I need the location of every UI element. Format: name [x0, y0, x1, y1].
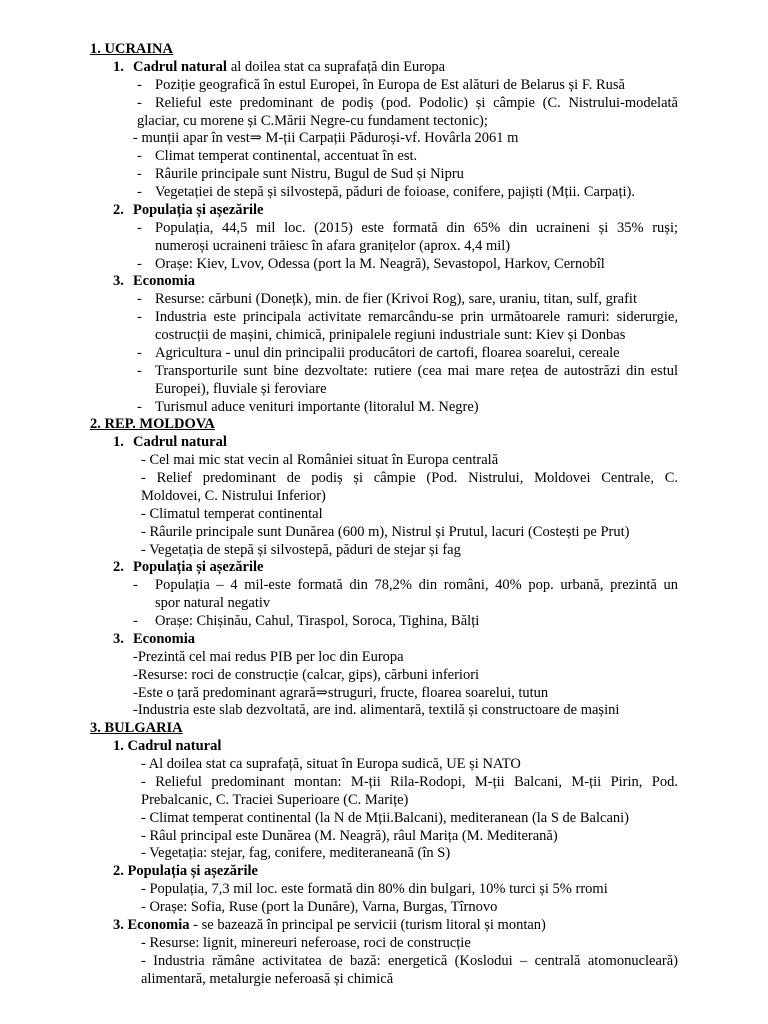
- list-item-text: Agricultura - unul din principalii producători de cartofi, floarea soarelui, cereale: [155, 344, 620, 361]
- list-item-text: - Industria rămâne activitatea de bază: energetică (Koslodui – centrală atomonucleară): [141, 952, 678, 969]
- list-item-marker: -: [137, 344, 142, 361]
- list-item-marker: -: [137, 398, 142, 415]
- list-item-marker: -: [133, 613, 138, 629]
- subsection-number: 3.: [113, 273, 124, 290]
- list-item-text-continued: Europei), fluviale și feroviare: [155, 380, 327, 397]
- subsection-number: 2.: [113, 559, 124, 576]
- list-item-text: - Al doilea stat ca suprafață, situat în Europa sudică, UE și NATO: [141, 756, 521, 772]
- subsection-heading-label: Cadrul natural: [127, 738, 222, 755]
- list-item: [0, 685, 768, 703]
- list-item-text: - Vegetația de stepă și silvostepă, păduri de stejar și fag: [141, 541, 461, 558]
- list-item-text: - Populația, 7,3 mil loc. este formată din 80% din bulgari, 10% turci și 5% rromi: [141, 881, 608, 898]
- subsection-heading-group: [113, 863, 258, 881]
- list-item-continued: [0, 971, 768, 989]
- subsection-heading: [0, 434, 768, 452]
- list-item-text: Turismul aduce venituri importante (litoralul M. Negre): [155, 398, 479, 415]
- list-item: [0, 774, 768, 792]
- list-item: [0, 166, 768, 184]
- list-item-text: - Vegetația: stejar, fag, conifere, mediteraneană (în S): [141, 845, 451, 862]
- list-item-text-continued: Moldovei, C. Nistrului Inferior): [141, 487, 326, 504]
- list-item-continued: [0, 595, 768, 613]
- subsection-heading-label: Cadrul natural: [133, 434, 227, 451]
- subsection-number: 1.: [113, 58, 124, 75]
- list-item: [0, 899, 768, 917]
- list-item: [0, 184, 768, 202]
- list-item-text-continued: costrucții de mașini, chimică, prinipalele regiuni industriale sunt: Kiev și Donbas: [155, 327, 626, 343]
- list-item-marker: -: [137, 94, 142, 111]
- list-item: [0, 291, 768, 309]
- list-item: [0, 702, 768, 720]
- subsection-heading: [0, 738, 768, 756]
- list-item-continued: [0, 488, 768, 506]
- subsection-number: 2.: [113, 863, 124, 880]
- list-item: [0, 845, 768, 863]
- list-item-marker: -: [137, 255, 142, 272]
- subsection-number: 1.: [113, 434, 124, 451]
- list-item-marker: -: [137, 184, 142, 200]
- list-item-text: - Climatul temperat continental: [141, 505, 323, 522]
- list-item-continued: [0, 238, 768, 256]
- list-item: [0, 256, 768, 274]
- list-item-text: Populația, 44,5 mil loc. (2015) este formată din 65% din ucraineni și 35% ruși;: [155, 219, 678, 236]
- list-item-text: Orașe: Kiev, Lvov, Odessa (port la M. Neagră), Sevastopol, Harkov, Cernobîl: [155, 255, 605, 272]
- list-item-text: - Resurse: lignit, minereuri neferoase, roci de construcție: [141, 934, 471, 951]
- list-item-text: - Orașe: Sofia, Ruse (port la Dunăre), Varna, Burgas, Tîrnovo: [141, 899, 498, 915]
- subsection-heading: [0, 59, 768, 77]
- list-item-text: - Râurile principale sunt Dunărea (600 m), Nistrul și Prutul, lacuri (Costești pe Prut): [141, 523, 630, 540]
- subsection-heading-label: Economia: [133, 273, 196, 290]
- subsection-heading-group: [133, 59, 445, 77]
- list-item-text-continued: alimentară, metalurgie neferoasă și chimică: [141, 970, 394, 987]
- list-item-continued: [0, 792, 768, 810]
- list-item-text: Resurse: cărbuni (Donețk), min. de fier (Krivoi Rog), sare, uraniu, titan, sulf, grafit: [155, 291, 637, 308]
- list-item-text: - Climat temperat continental (la N de Mții.Balcani), mediteranean (la S de Balcani): [141, 809, 629, 826]
- section-title-row: [0, 416, 768, 434]
- subsection-number: 3.: [113, 916, 124, 933]
- subsection-heading: [0, 917, 768, 935]
- subsection-note: - se bazează în principal pe servicii (turism litoral și montan): [193, 916, 546, 933]
- list-item: [0, 756, 768, 774]
- subsection-heading-label: Cadrul natural: [133, 58, 227, 75]
- subsection-heading-label: Populația și așezările: [127, 863, 258, 880]
- list-item-text: Relieful este predominant de podiș (pod. Podolic) și câmpie (C. Nistrului-modelată: [155, 94, 678, 111]
- list-item: [0, 77, 768, 95]
- subsection-heading-label: Economia: [127, 916, 190, 933]
- list-item: [0, 649, 768, 667]
- subsection-heading: [0, 863, 768, 881]
- list-item-text: - Râul principal este Dunărea (M. Neagră), râul Marița (M. Mediterană): [141, 827, 558, 844]
- subsection-heading: [0, 273, 768, 291]
- list-item-text: Vegetației de stepă și silvostepă, păduri de foioase, conifere, pajiști (Mții. Carpați).: [155, 184, 635, 200]
- list-item-text: Populația – 4 mil-este formată din 78,2% din români, 40% pop. urbană, prezintă un: [155, 577, 678, 594]
- section-title-row: [0, 720, 768, 738]
- list-item-text: -Industria este slab dezvoltată, are ind. alimentară, textilă și constructoare de mașini: [133, 702, 620, 719]
- subsection-heading: [0, 631, 768, 649]
- list-item-marker: -: [137, 219, 142, 236]
- subsection-number: 2.: [113, 201, 124, 218]
- list-item-marker: -: [137, 291, 142, 308]
- list-item-marker: -: [137, 166, 142, 183]
- section-title: 2. REP. MOLDOVA: [90, 416, 215, 433]
- list-item: [0, 935, 768, 953]
- list-item-text: Climat temperat continental, accentuat în est.: [155, 148, 418, 165]
- list-item: [0, 363, 768, 381]
- list-item-text-continued: glaciar, cu morene și C.Mării Negre-cu fundament tectonic);: [137, 112, 488, 129]
- section-title: 3. BULGARIA: [90, 720, 183, 737]
- list-item-text: Poziție geografică în estul Europei, în Europa de Est alături de Belarus și F. Rusă: [155, 76, 625, 93]
- list-item-text: -Resurse: roci de construcție (calcar, gips), cărbuni inferiori: [133, 666, 480, 683]
- list-item: [0, 345, 768, 363]
- subsection-heading-label: Populația și așezările: [133, 559, 264, 576]
- list-item-marker: -: [137, 148, 142, 165]
- subsection-heading-group: [113, 738, 221, 756]
- list-item-continued: [0, 327, 768, 345]
- list-item-text-continued: numeroși ucraineni trăiesc în afara granițelor (aprox. 4,4 mil): [155, 237, 511, 254]
- subsection-heading-label: Populația și așezările: [133, 201, 264, 218]
- list-item: [0, 220, 768, 238]
- subsection-number: 3.: [113, 630, 124, 647]
- list-item-marker: -: [133, 577, 138, 594]
- list-item: [0, 399, 768, 417]
- subsection-heading: [0, 202, 768, 220]
- section-title-row: [0, 41, 768, 59]
- list-item: [0, 810, 768, 828]
- list-item: [0, 130, 768, 148]
- list-item-continued: [0, 113, 768, 131]
- list-item-text: - Relief predominant de podiș și câmpie (Pod. Nistrului, Moldovei Centrale, C.: [141, 470, 678, 486]
- list-item-text: -Prezintă cel mai redus PIB per loc din Europa: [133, 648, 404, 665]
- list-item-text: - munții apar în vest⇒ M-ții Carpații Păduroși-vf. Hovârla 2061 m: [133, 130, 519, 147]
- subsection-number: 1.: [113, 738, 124, 755]
- subsection-note: al doilea stat ca suprafață din Europa: [230, 58, 446, 75]
- list-item: [0, 613, 768, 631]
- list-item-text: -Este o țară predominant agrară⇒struguri, fructe, floarea soarelui, tutun: [133, 684, 549, 701]
- list-item: [0, 470, 768, 488]
- section-title: 1. UCRAINA: [90, 41, 173, 57]
- subsection-heading-label: Economia: [133, 630, 196, 647]
- list-item: [0, 309, 768, 327]
- list-item-marker: -: [137, 76, 142, 93]
- list-item: [0, 828, 768, 846]
- list-item: [0, 667, 768, 685]
- list-item: [0, 524, 768, 542]
- list-item: [0, 542, 768, 560]
- list-item: [0, 881, 768, 899]
- list-item-text: Industria este principala activitate remarcându-se prin următoarele ramuri: siderurgie,: [155, 309, 678, 326]
- list-item-text: Râurile principale sunt Nistru, Bugul de Sud și Nipru: [155, 166, 464, 183]
- list-item-text: - Relieful predominant montan: M-ții Rila-Rodopi, M-ții Balcani, M-ții Pirin, Pod.: [141, 773, 678, 790]
- list-item-text-continued: spor natural negativ: [155, 595, 271, 612]
- list-item-text-continued: Prebalcanic, C. Traciei Superioare (C. Marițe): [141, 791, 409, 808]
- list-item: [0, 452, 768, 470]
- list-item-marker: -: [137, 309, 142, 326]
- list-item-text: Transporturile sunt bine dezvoltate: rutiere (cea mai mare rețea de autostrăzi din estul: [155, 362, 678, 379]
- list-item: [0, 506, 768, 524]
- list-item: [0, 577, 768, 595]
- list-item-continued: [0, 381, 768, 399]
- list-item: [0, 95, 768, 113]
- list-item: [0, 148, 768, 166]
- subsection-heading-group: [113, 917, 546, 935]
- list-item-text: - Cel mai mic stat vecin al României situat în Europa centrală: [141, 452, 499, 469]
- list-item: [0, 953, 768, 971]
- list-item-text: Orașe: Chișinău, Cahul, Tiraspol, Soroca, Tighina, Bălți: [155, 613, 480, 629]
- subsection-heading: [0, 559, 768, 577]
- list-item-marker: -: [137, 362, 142, 379]
